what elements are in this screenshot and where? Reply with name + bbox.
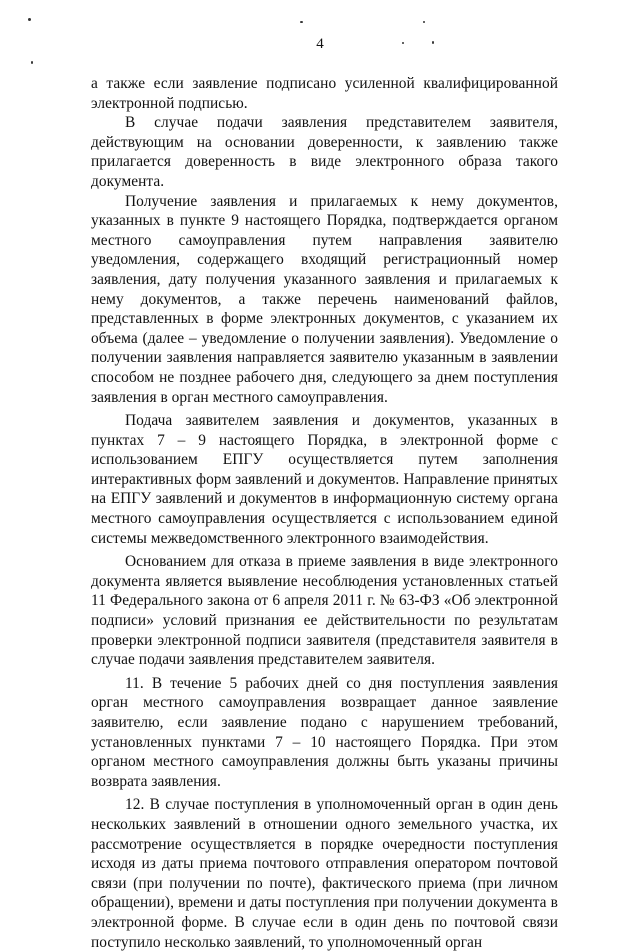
paragraph: В случае подачи заявления представителем заявителя, действующим на основании доверенности, к заявлению также прилагается доверенность в виде электронного образа такого документа. [91, 114, 558, 190]
paragraph: Получение заявления и прилагаемых к нему документов, указанных в пункте 9 настоящего Порядка, подтверждается органом местного самоуправления путем направления заявителю уведомления, содержащего входящий регистрационный номер заявления, дату получения указанного заявления и прилагаемых к нему документов, а также перечень наименований файлов, представленных в форме электронных документов, с указанием их объема (далее – уведомление о получении заявления). Уведомление о получении заявления направляется заявителю указанным в заявлении способом не позднее рабочего дня, следующего за днем поступления заявления в орган местного самоуправления. [91, 192, 558, 406]
paragraph: 11. В течение 5 рабочих дней со дня поступления заявления орган местного самоуправления возвращает данное заявление заявителю, если заявление подано с нарушением требований, установленных пунктами 7 – 10 настоящего Порядка. При этом органом местного самоуправления должны быть указаны причины возврата заявления. [91, 674, 558, 790]
scan-speck [423, 21, 425, 23]
paragraph: Основанием для отказа в приеме заявления в виде электронного документа является выявление несоблюдения установленных статьей 11 Федерального закона от 6 апреля 2011 г. № 63-ФЗ «Об электронной подписи» условий признания ее действительности по результатам проверки электронной подписи заявителя (представителя заявителя в случае подачи заявления представителем заявителя. [91, 553, 558, 669]
page-number: 4 [316, 36, 324, 52]
paragraph: Подача заявителем заявления и документов, указанных в пунктах 7 – 9 настоящего Порядка, в электронной форме с использованием ЕПГУ осуществляется путем заполнения интерактивных форм заявлений и документов. Направление принятых на ЕПГУ заявлений и документов в информационную систему органа местного самоуправления осуществляется с использованием единой системы межведомственного электронного взаимодействия. [91, 412, 558, 547]
scan-speck [28, 18, 31, 21]
document-body [91, 74, 558, 952]
paragraph: а также если заявление подписано усиленной квалифицированной электронной подписью. [91, 75, 558, 112]
scan-speck [31, 61, 33, 64]
scan-speck [300, 21, 303, 23]
paragraph: 12. В случае поступления в уполномоченный орган в один день нескольких заявлений в отношении одного земельного участка, их рассмотрение осуществляется в порядке очередности поступления исходя из даты приема почтового отправления оператором почтовой связи (при получении по почте), фактического приема (при личном обращении), времени и даты поступления при получении документа в электронной форме. В случае если в один день по почтовой связи поступило несколько заявлений, то уполномоченный орган [91, 796, 558, 951]
